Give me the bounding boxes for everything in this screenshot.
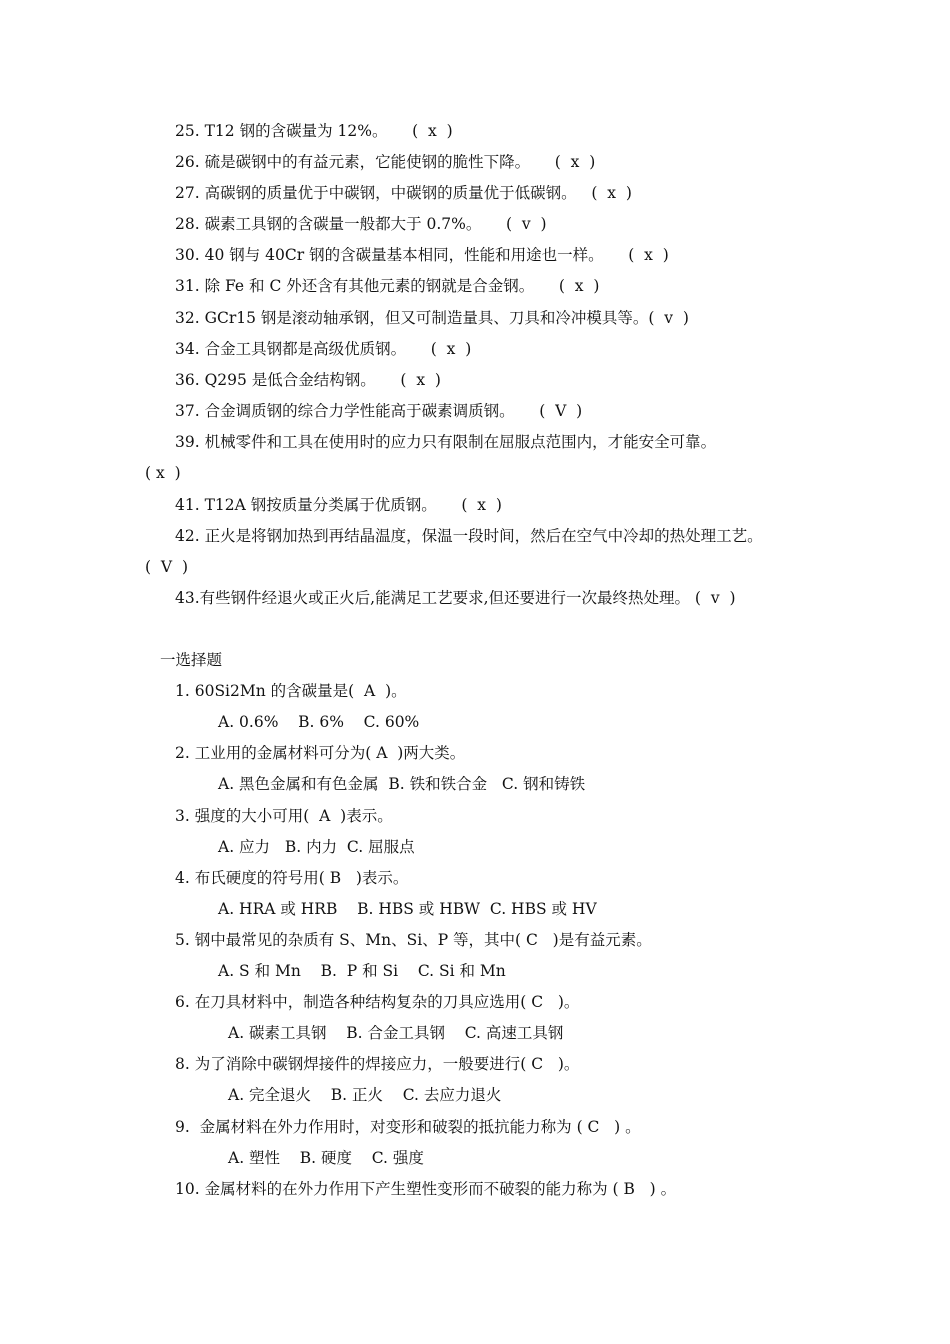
mc-question: 3. 强度的大小可用( A )表示。 — [175, 807, 393, 825]
section-title: 一选择题 — [160, 651, 223, 669]
tf-item: 25. T12 钢的含碳量为 12%。 ( x ) — [175, 122, 453, 140]
tf-item: 41. T12A 钢按质量分类属于优质钢。 ( x ) — [175, 496, 502, 514]
mc-options: A. 塑性 B. 硬度 C. 强度 — [228, 1149, 424, 1167]
tf-item: 37. 合金调质钢的综合力学性能高于碳素调质钢。 ( V ) — [175, 402, 583, 420]
mc-options: A. 0.6% B. 6% C. 60% — [218, 713, 420, 731]
mc-question: 1. 60Si2Mn 的含碳量是( A )。 — [175, 682, 407, 700]
tf-item: 36. Q295 是低合金结构钢。 ( x ) — [175, 371, 441, 389]
tf-item: 39. 机械零件和工具在使用时的应力只有限制在屈服点范围内，才能安全可靠。 — [175, 433, 717, 451]
tf-item: 34. 合金工具钢都是高级优质钢。 ( x ) — [175, 340, 472, 358]
mc-options: A. 完全退火 B. 正火 C. 去应力退火 — [228, 1086, 502, 1104]
tf-item: 27. 高碳钢的质量优于中碳钢，中碳钢的质量优于低碳钢。 ( x ) — [175, 184, 632, 202]
tf-item: 32. GCr15 钢是滚动轴承钢，但又可制造量具、刀具和冷冲模具等。( v ) — [175, 309, 689, 327]
mc-options: A. S 和 Mn B. P 和 Si C. Si 和 Mn — [218, 962, 506, 980]
tf-item-answer: ( V ) — [145, 558, 188, 576]
mc-question: 4. 布氏硬度的符号用( B )表示。 — [175, 869, 409, 887]
tf-item: 42. 正火是将钢加热到再结晶温度，保温一段时间，然后在空气中冷却的热处理工艺。 — [175, 527, 763, 545]
mc-question: 5. 钢中最常见的杂质有 S、Mn、Si、P 等，其中( C )是有益元素。 — [175, 931, 652, 949]
tf-item: 31. 除 Fe 和 C 外还含有其他元素的钢就是合金钢。 ( x ) — [175, 277, 600, 295]
tf-item: 28. 碳素工具钢的含碳量一般都大于 0.7%。 ( v ) — [175, 215, 547, 233]
tf-item: 30. 40 钢与 40Cr 钢的含碳量基本相同，性能和用途也一样。 ( x ) — [175, 246, 669, 264]
mc-question: 9. 金属材料在外力作用时，对变形和破裂的抵抗能力称为 ( C ) 。 — [175, 1118, 641, 1136]
mc-options: A. 应力 B. 内力 C. 屈服点 — [218, 838, 415, 856]
mc-options: A. 碳素工具钢 B. 合金工具钢 C. 高速工具钢 — [228, 1024, 564, 1042]
mc-options: A. HRA 或 HRB B. HBS 或 HBW C. HBS 或 HV — [218, 900, 597, 918]
tf-item-answer: ( x ) — [145, 464, 181, 482]
mc-options: A. 黑色金属和有色金属 B. 铁和铁合金 C. 钢和铸铁 — [218, 775, 586, 793]
mc-question: 2. 工业用的金属材料可分为( A )两大类。 — [175, 744, 466, 762]
tf-item: 43.有些钢件经退火或正火后,能满足工艺要求,但还要进行一次最终热处理。 ( v ) — [175, 589, 736, 607]
tf-item: 26. 硫是碳钢中的有益元素，它能使钢的脆性下降。 ( x ) — [175, 153, 596, 171]
mc-question: 8. 为了消除中碳钢焊接件的焊接应力，一般要进行( C )。 — [175, 1055, 580, 1073]
mc-question: 10. 金属材料的在外力作用下产生塑性变形而不破裂的能力称为 ( B ) 。 — [175, 1180, 677, 1198]
mc-question: 6. 在刀具材料中，制造各种结构复杂的刀具应选用( C )。 — [175, 993, 580, 1011]
